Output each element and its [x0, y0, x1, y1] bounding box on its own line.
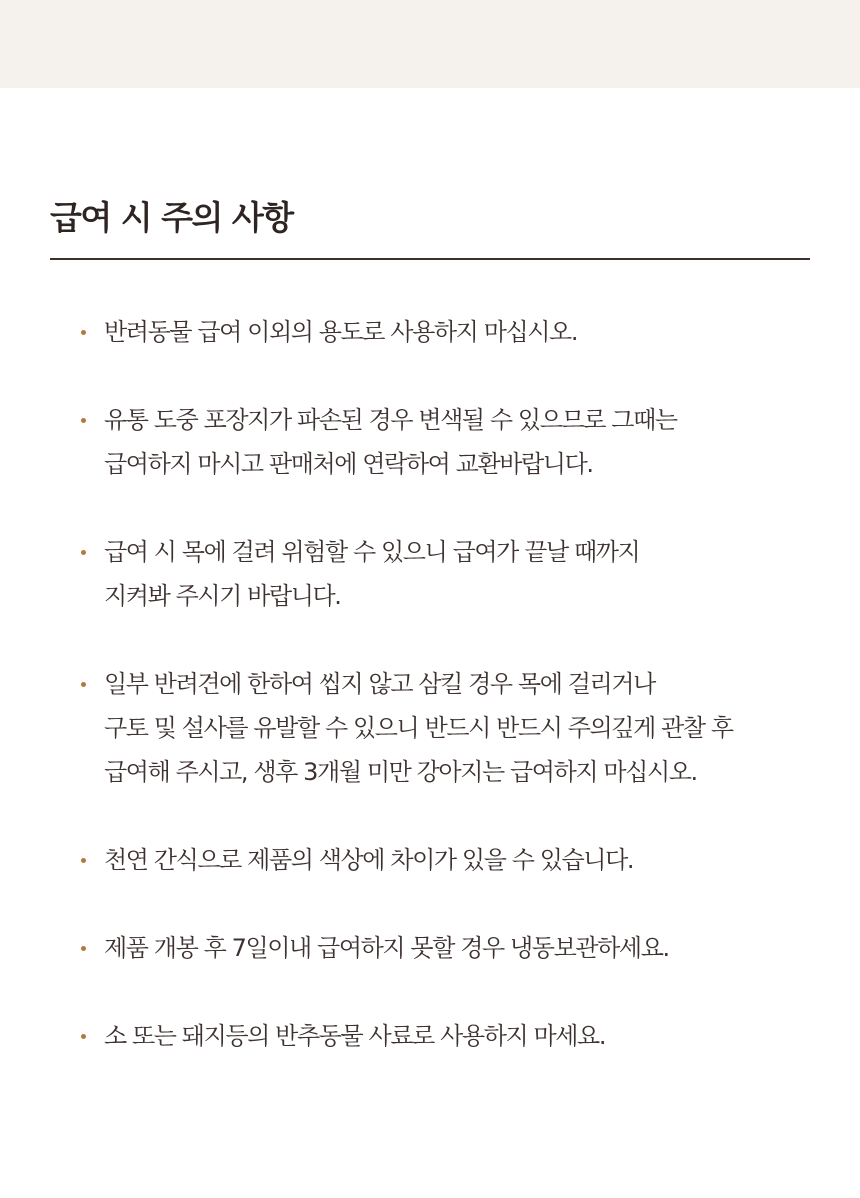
notice-line: 구토 및 설사를 유발할 수 있으니 반드시 반드시 주의깊게 관찰 후	[104, 714, 733, 742]
notice-line: 제품 개봉 후 7일이내 급여하지 못할 경우 냉동보관하세요.	[104, 934, 669, 962]
notice-line: 급여해 주시고, 생후 3개월 미만 강아지는 급여하지 마십시오.	[104, 758, 697, 786]
title-divider	[50, 258, 810, 260]
bullet-dot-icon	[81, 858, 86, 863]
notice-line: 일부 반려견에 한하여 씹지 않고 삼킬 경우 목에 걸리거나	[104, 670, 655, 698]
notice-item	[78, 838, 818, 882]
bullet-dot-icon	[81, 946, 86, 951]
notice-line: 급여 시 목에 걸려 위험할 수 있으니 급여가 끝날 때까지	[104, 538, 640, 566]
precautions-section	[50, 188, 810, 260]
notice-item	[78, 1014, 818, 1058]
notice-item	[78, 310, 818, 354]
notice-line: 지켜봐 주시기 바랍니다.	[104, 582, 341, 610]
notice-line: 유통 도중 포장지가 파손된 경우 변색될 수 있으므로 그때는	[104, 406, 677, 434]
bullet-dot-icon	[81, 682, 86, 687]
notice-line: 급여하지 마시고 판매처에 연락하여 교환바랍니다.	[104, 450, 593, 478]
bullet-dot-icon	[81, 330, 86, 335]
bullet-dot-icon	[81, 418, 86, 423]
top-band	[0, 0, 860, 88]
section-title: 급여 시 주의 사항	[50, 198, 293, 237]
notice-line: 천연 간식으로 제품의 색상에 차이가 있을 수 있습니다.	[104, 846, 634, 874]
notice-list	[78, 310, 818, 1058]
notice-line: 소 또는 돼지등의 반추동물 사료로 사용하지 마세요.	[104, 1022, 606, 1050]
bullet-dot-icon	[81, 550, 86, 555]
notice-item	[78, 926, 818, 970]
notice-item	[78, 398, 818, 486]
notice-line: 반려동물 급여 이외의 용도로 사용하지 마십시오.	[104, 318, 578, 346]
bullet-dot-icon	[81, 1034, 86, 1039]
notice-item	[78, 662, 818, 794]
notice-item	[78, 530, 818, 618]
